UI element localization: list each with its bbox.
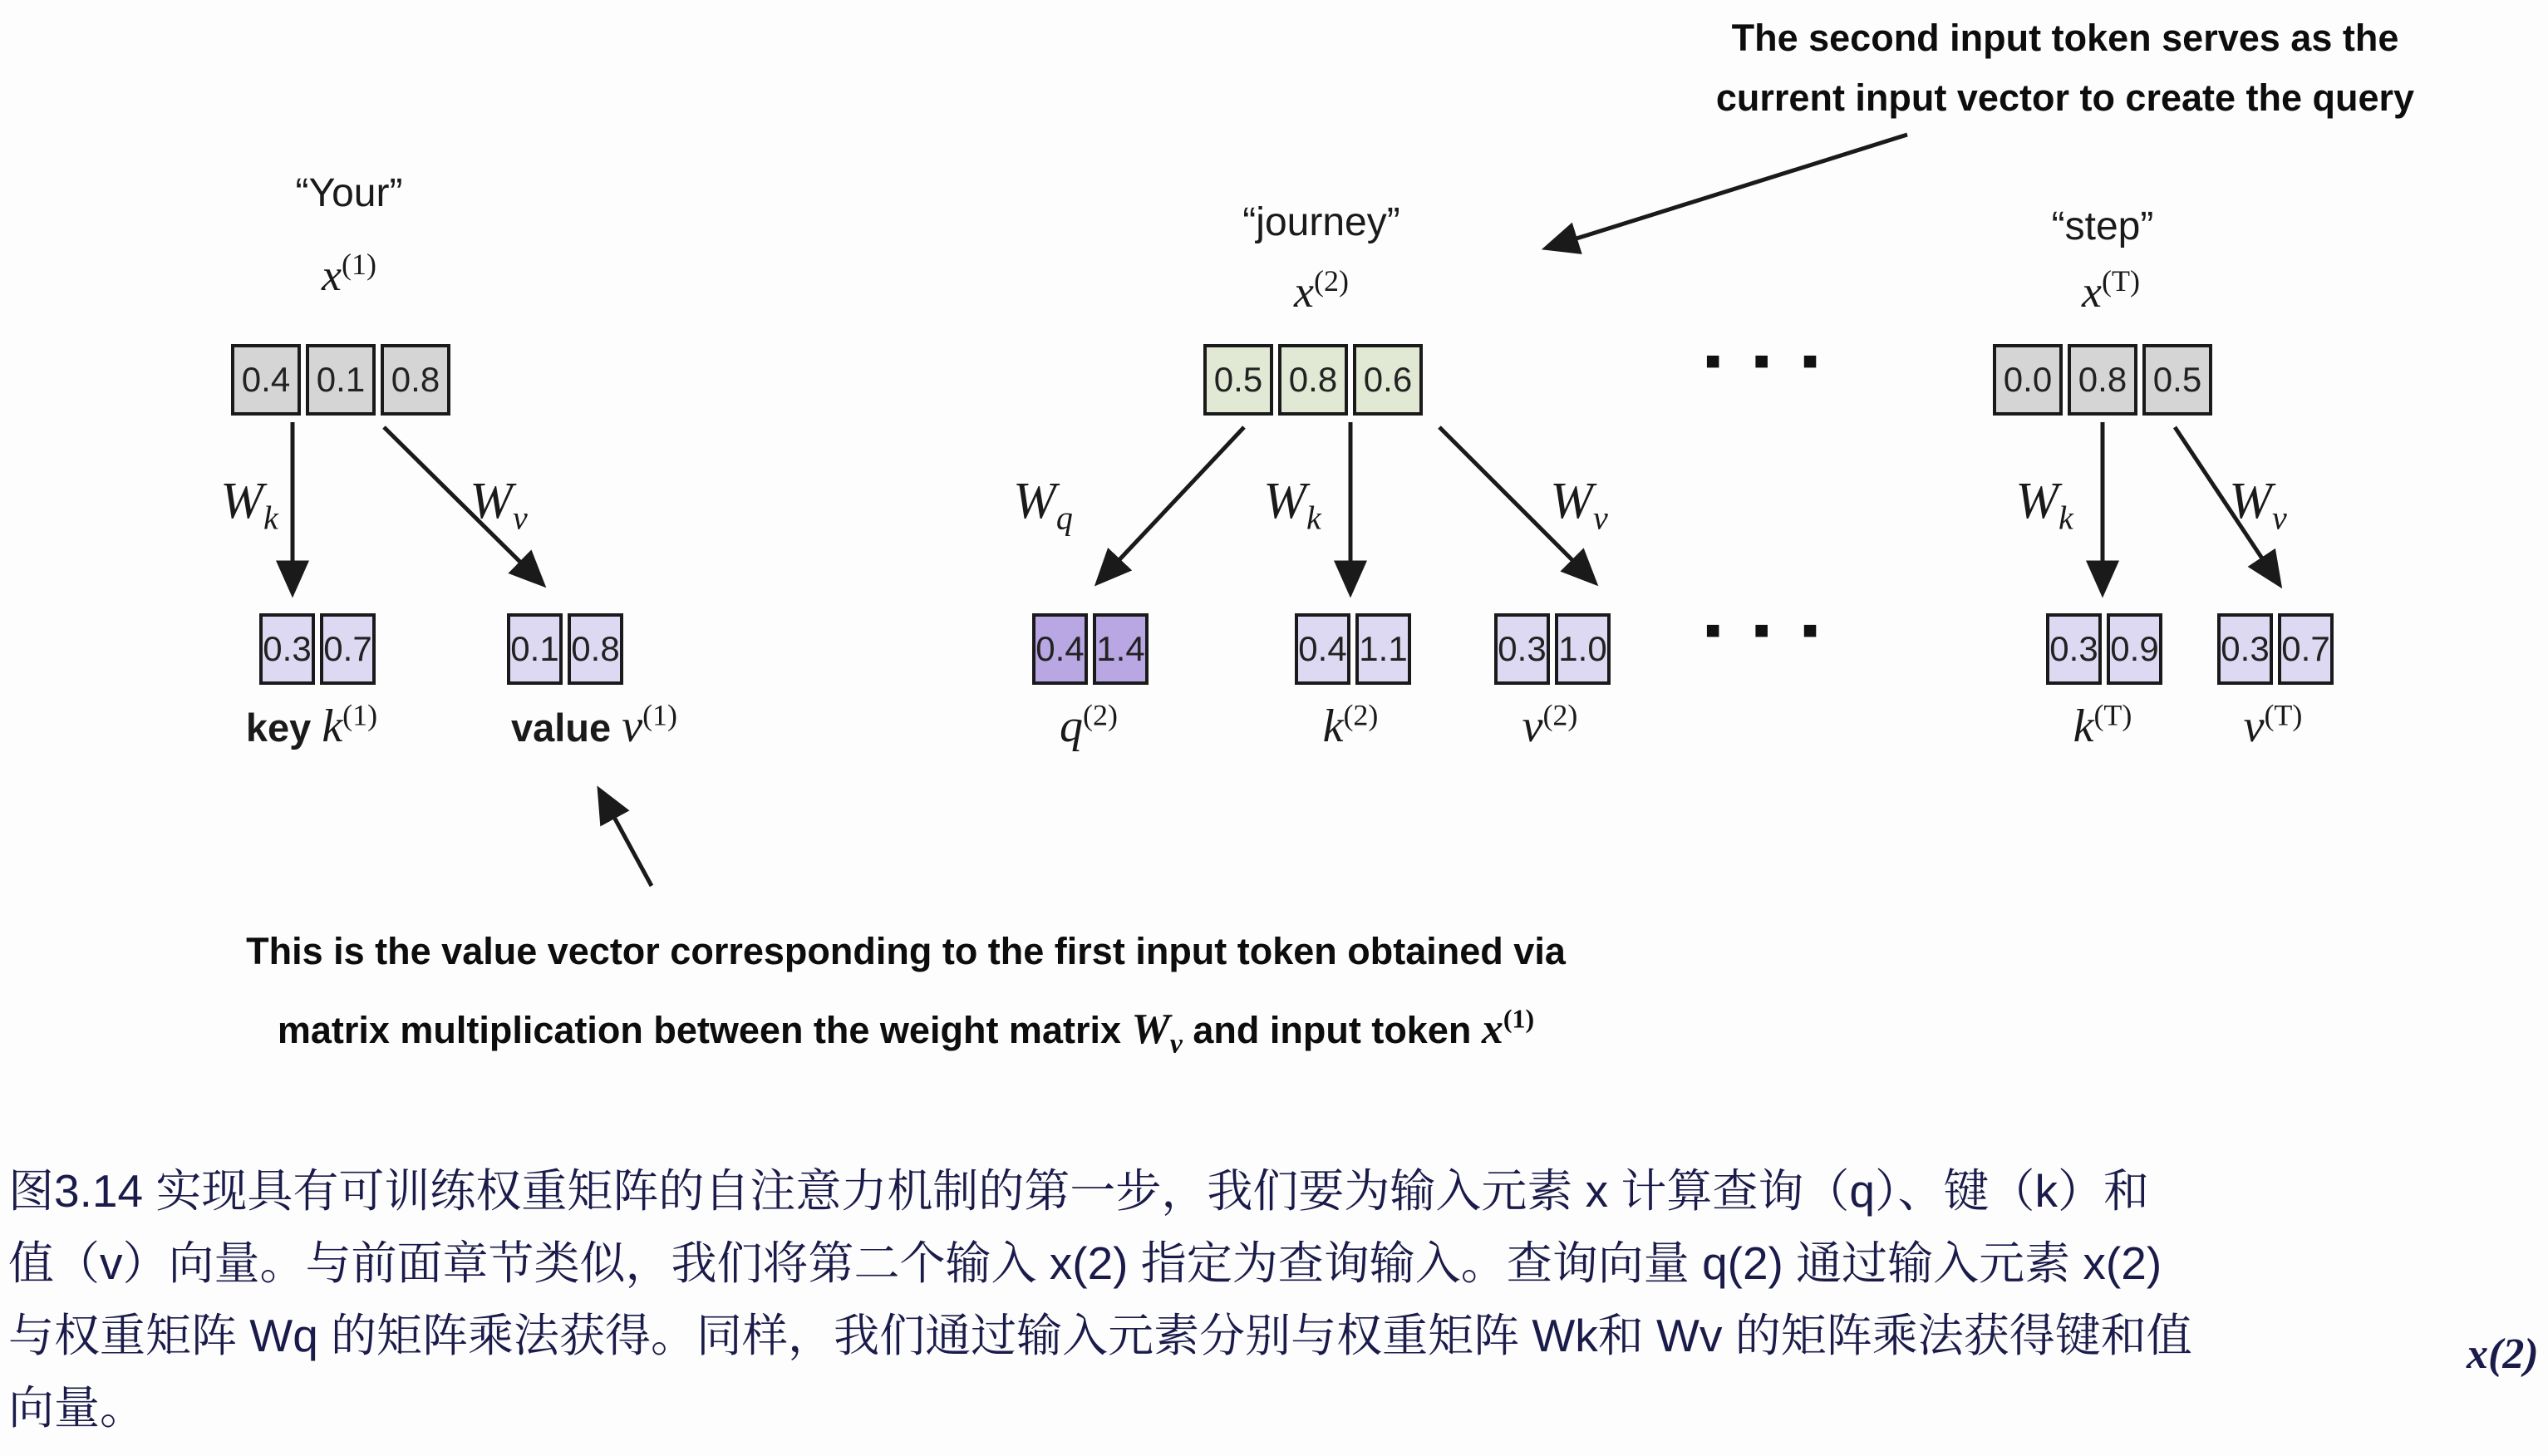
x2-vector bbox=[1203, 344, 1423, 416]
value-annotation-line1: This is the value vector corresponding to the first input token obtained via bbox=[246, 930, 1566, 972]
v1-label: value $v^{(1)}$ bbox=[510, 698, 678, 752]
k1-vector bbox=[259, 613, 376, 685]
xT-label: $x^{(T)}$ bbox=[2082, 264, 2140, 317]
wk-label-your: $W_k$ bbox=[220, 473, 278, 537]
token-word-journey: “journey” bbox=[1242, 200, 1400, 244]
top-annotation-line1: The second input token serves as the bbox=[1731, 17, 2399, 59]
wv-label-your: $W_v$ bbox=[470, 473, 528, 537]
xT-vector bbox=[1993, 344, 2212, 416]
k1-cell: 0.7 bbox=[320, 613, 376, 685]
x1-cell: 0.8 bbox=[381, 344, 450, 416]
caption-line-1: 图3.14 实现具有可训练权重矩阵的自注意力机制的第一步，我们要为输入元素 x 计算查询（q）、键（k）和 bbox=[8, 1165, 2149, 1217]
vT-label: $v^{(T)}$ bbox=[2243, 698, 2303, 752]
x2-cell: 0.6 bbox=[1353, 344, 1423, 416]
annotation-arrow bbox=[1547, 135, 1907, 248]
x1-inline-math: $x^{(1)}$ bbox=[1481, 1003, 1535, 1053]
wv-label-step: $W_v$ bbox=[2229, 473, 2287, 537]
caption-line-2: 值（v）向量。与前面章节类似，我们将第二个输入 x(2) 指定为查询输入。查询向量 q(2) 通过输入元素 x(2) bbox=[8, 1237, 2162, 1289]
v2-vector bbox=[1494, 613, 1611, 685]
wv-inline-math: $W_v$ bbox=[1131, 1006, 1183, 1060]
v2-cell: 1.0 bbox=[1555, 613, 1611, 685]
callout-arrow-value bbox=[600, 791, 652, 886]
wk-label-journey: $W_k$ bbox=[1263, 473, 1321, 537]
q2-vector bbox=[1032, 613, 1149, 685]
wq-label-journey: $W_q$ bbox=[1013, 473, 1073, 537]
vT-cell: 0.7 bbox=[2278, 613, 2334, 685]
q2-cell: 0.4 bbox=[1032, 613, 1088, 685]
k2-vector bbox=[1295, 613, 1411, 685]
k1-cell: 0.3 bbox=[259, 613, 315, 685]
v2-label: $v^{(2)}$ bbox=[1522, 698, 1578, 752]
k2-label: $k^{(2)}$ bbox=[1322, 698, 1379, 752]
value-annotation-line2: matrix multiplication between the weight matrix $W_v$ and input token $x^{(1)}$ bbox=[277, 1003, 1535, 1060]
top-annotation-line2: current input vector to create the query bbox=[1715, 76, 2415, 119]
kT-cell: 0.3 bbox=[2046, 613, 2102, 685]
token-word-step: “step” bbox=[2051, 204, 2154, 248]
x1-cell: 0.1 bbox=[306, 344, 376, 416]
q2-cell: 1.4 bbox=[1093, 613, 1149, 685]
ellipsis-top-row: ■ ■ ■ bbox=[1705, 347, 1832, 375]
wk-label-step: $W_k$ bbox=[2015, 473, 2073, 537]
token-word-your: “Your” bbox=[295, 171, 403, 215]
kT-vector bbox=[2046, 613, 2162, 685]
v1-vector bbox=[507, 613, 623, 685]
x2-cell: 0.8 bbox=[1278, 344, 1348, 416]
x1-cell: 0.4 bbox=[231, 344, 301, 416]
vT-cell: 0.3 bbox=[2217, 613, 2273, 685]
k2-cell: 1.1 bbox=[1355, 613, 1411, 685]
value-annotation bbox=[91, 912, 1720, 1070]
kT-label: $k^{(T)}$ bbox=[2073, 698, 2132, 752]
xT-cell: 0.5 bbox=[2142, 344, 2212, 416]
x2-label: $x^{(2)}$ bbox=[1294, 264, 1349, 317]
v1-cell: 0.8 bbox=[568, 613, 623, 685]
caption-line-3: 与权重矩阵 Wq 的矩阵乘法获得。同样，我们通过输入元素分别与权重矩阵 Wk和 Wv 的矩阵乘法获得键和值 bbox=[8, 1310, 2192, 1361]
ellipsis-bottom-row: ■ ■ ■ bbox=[1705, 617, 1832, 644]
k2-cell: 0.4 bbox=[1295, 613, 1350, 685]
v2-cell: 0.3 bbox=[1494, 613, 1550, 685]
v1-cell: 0.1 bbox=[507, 613, 563, 685]
caption-line-4: 向量。 bbox=[8, 1382, 146, 1434]
x1-label: $x^{(1)}$ bbox=[322, 248, 376, 300]
xT-cell: 0.0 bbox=[1993, 344, 2063, 416]
figure-caption bbox=[8, 1155, 2543, 1444]
x1-vector bbox=[231, 344, 450, 416]
wv-label-journey: $W_v$ bbox=[1550, 473, 1608, 537]
k1-label: key $k^{(1)}$ bbox=[245, 698, 378, 752]
x2-cell: 0.5 bbox=[1203, 344, 1273, 416]
q2-label: $q^{(2)}$ bbox=[1060, 698, 1118, 752]
wq-arrow-journey bbox=[1099, 427, 1244, 582]
caption-artifact-x2: x(2) bbox=[2467, 1331, 2539, 1378]
xT-cell: 0.8 bbox=[2068, 344, 2137, 416]
kT-cell: 0.9 bbox=[2107, 613, 2162, 685]
top-annotation bbox=[1621, 8, 2510, 128]
vT-vector bbox=[2217, 613, 2334, 685]
